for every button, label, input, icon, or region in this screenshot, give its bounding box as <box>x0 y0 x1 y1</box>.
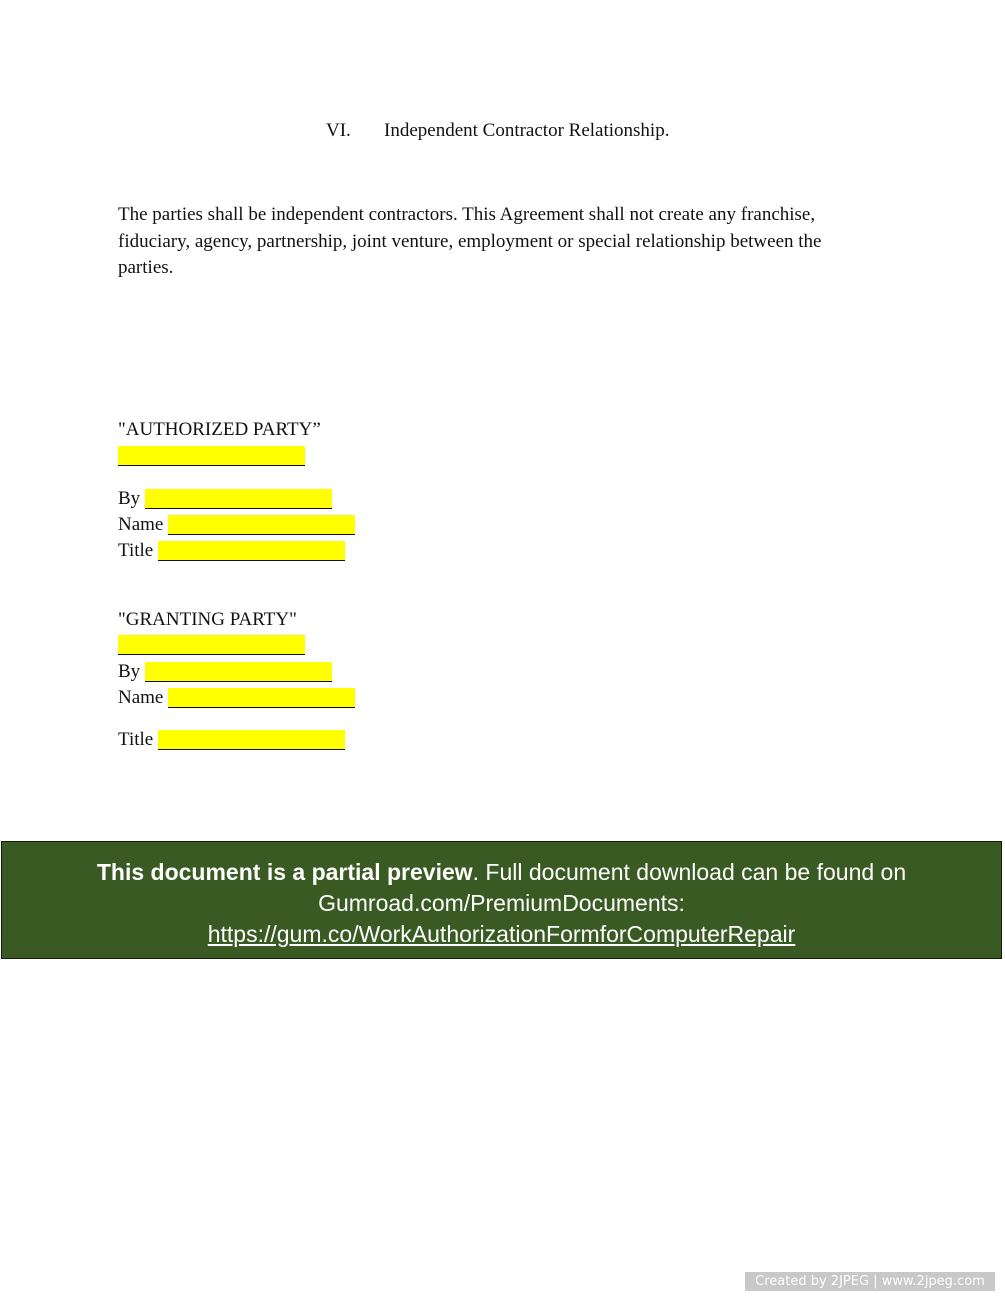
authorized-name-blank[interactable] <box>168 515 355 535</box>
section-title: Independent Contractor Relationship. <box>384 120 670 141</box>
granting-party-heading: "GRANTING PARTY" <box>118 609 297 630</box>
granting-name-row <box>118 685 355 711</box>
banner-bold-text: This document is a partial preview <box>96 859 473 885</box>
granting-by-blank[interactable] <box>145 662 332 682</box>
title-label: Title <box>118 540 154 561</box>
granting-title-row <box>118 727 345 753</box>
name-label: Name <box>118 514 164 535</box>
section-heading <box>326 118 669 144</box>
authorized-title-row <box>118 538 345 564</box>
authorized-party-name-blank[interactable] <box>118 446 305 466</box>
authorized-name-row <box>118 512 355 538</box>
watermark: Created by 2JPEG | www.2jpeg.com <box>745 1272 995 1291</box>
preview-banner <box>1 841 1002 959</box>
banner-text: . Full document download can be found on <box>472 859 907 885</box>
granting-title-blank[interactable] <box>158 730 345 750</box>
title-label: Title <box>118 729 154 750</box>
by-label: By <box>118 661 141 682</box>
granting-by-row <box>118 659 332 685</box>
highlighted-blank[interactable] <box>118 635 305 655</box>
body-paragraph: The parties shall be independent contractors. This Agreement shall not create any franchise, fiduciary, agency, partnership, joint venture, employment or special relationship between the parties. <box>118 204 822 278</box>
granting-name-blank[interactable] <box>168 688 355 708</box>
by-label: By <box>118 488 141 509</box>
download-link[interactable]: https://gum.co/WorkAuthorizationFormforComputerRepair <box>207 921 796 947</box>
section-number: VI. <box>326 120 351 141</box>
authorized-title-blank[interactable] <box>158 541 345 561</box>
authorized-by-row <box>118 486 332 512</box>
highlighted-blank[interactable] <box>118 446 305 466</box>
granting-party-name-blank[interactable] <box>118 635 305 655</box>
banner-line-2: Gumroad.com/PremiumDocuments: <box>318 890 685 916</box>
authorized-party-heading: "AUTHORIZED PARTY” <box>118 419 321 440</box>
name-label: Name <box>118 687 164 708</box>
banner-line-1 <box>2 857 1001 888</box>
authorized-by-blank[interactable] <box>145 489 332 509</box>
